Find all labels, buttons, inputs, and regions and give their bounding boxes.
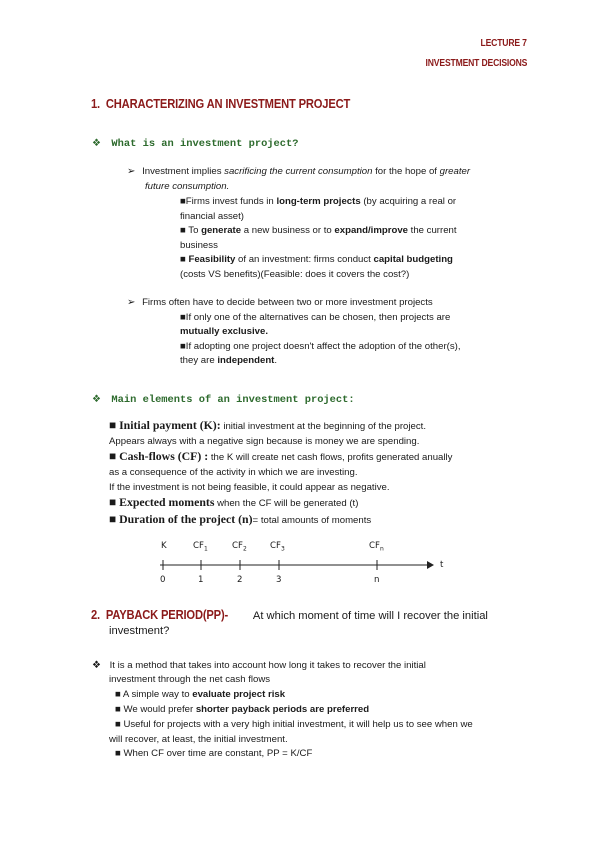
s3-pre: ■ bbox=[180, 254, 189, 265]
sub2-line2: business bbox=[180, 240, 218, 251]
pp-intro-line2: investment through the net cash flows bbox=[109, 674, 271, 685]
tl-top-3: $CF_3$ bbox=[270, 541, 285, 553]
e2-label: ■ Cash-flows (CF) : bbox=[109, 449, 209, 463]
e1-label: ■ Initial payment (K): bbox=[109, 418, 221, 432]
sub1-line1 bbox=[180, 196, 456, 208]
tl-bottom-n: n bbox=[374, 575, 380, 585]
e2-line3: If the investment is not being feasible, it could appear as negative. bbox=[109, 482, 390, 493]
s2b-pre: they are bbox=[180, 355, 218, 366]
element-duration bbox=[109, 513, 371, 527]
tl-bottom-3: 3 bbox=[276, 575, 282, 585]
b1-line2: future consumption. bbox=[145, 181, 230, 192]
tl-top-2: $CF_2$ bbox=[232, 541, 247, 553]
sub2-line1 bbox=[180, 225, 457, 237]
b2-sub2-line2 bbox=[180, 355, 277, 367]
e1-text: initial investment at the beginning of the project. bbox=[220, 421, 426, 432]
e3-label: ■ Expected moments bbox=[109, 495, 215, 509]
e2-line2: as a consequence of the activity in which we are investing. bbox=[109, 467, 358, 478]
sub1-line2: financial asset) bbox=[180, 211, 244, 222]
lecture-label: LECTURE 7 bbox=[480, 38, 527, 49]
tl-bottom-0: 0 bbox=[160, 575, 166, 585]
element-initial-payment bbox=[109, 419, 426, 433]
e4-label: ■ Duration of the project (n) bbox=[109, 512, 253, 526]
s3-b1: Feasibility bbox=[188, 254, 236, 265]
independent: independent bbox=[217, 355, 275, 366]
b2-sub2: ■If adopting one project doesn't affect the adoption of the other(s), bbox=[180, 341, 461, 352]
diamond-bullet-icon: ❖ bbox=[92, 394, 101, 405]
diamond-bullet-icon: ❖ bbox=[92, 660, 101, 671]
b1-mid: for the hope of bbox=[372, 166, 440, 177]
pp-point4: ■ When CF over time are constant, PP = K/CF bbox=[115, 748, 313, 759]
section1-title bbox=[91, 96, 350, 111]
e2-text: the K will create net cash flows, profits generated anually bbox=[208, 452, 453, 463]
pp-intro-text: It is a method that takes into account how long it takes to recover the initial bbox=[109, 660, 426, 671]
question1-text: What is an investment project? bbox=[111, 138, 299, 150]
section2-number-title: 2. PAYBACK PERIOD(PP)- bbox=[91, 607, 229, 622]
e1-line2: Appears always with a negative sign because is money we are spending. bbox=[109, 436, 420, 447]
evaluate-project-risk: evaluate project risk bbox=[192, 689, 286, 700]
diamond-bullet-icon: ❖ bbox=[92, 138, 101, 149]
mutually-exclusive: mutually exclusive. bbox=[180, 326, 268, 337]
s1-post: (by acquiring a real or bbox=[360, 196, 457, 207]
bullet1-line2 bbox=[145, 181, 229, 193]
b1-pre: Investment implies bbox=[142, 166, 225, 177]
timeline-axis bbox=[155, 557, 435, 573]
s3-b2: capital budgeting bbox=[373, 254, 453, 265]
b2-sub1: ■If only one of the alternatives can be chosen, then projects are bbox=[180, 312, 451, 323]
b1-italic1: sacrificing the current consumption bbox=[224, 166, 373, 177]
b2-sub1-bold bbox=[180, 326, 268, 338]
b1-italic2: greater bbox=[439, 166, 471, 177]
tl-axis-label: t bbox=[440, 560, 444, 570]
pp-point1: ■ A simple way to evaluate project risk bbox=[115, 689, 286, 700]
element-cash-flows bbox=[109, 450, 452, 464]
arrow-bullet-icon: ➢ bbox=[127, 297, 136, 308]
s1-pre: ■Firms invest funds in bbox=[180, 196, 277, 207]
pp-point3-line2: will recover, at least, the initial investment. bbox=[109, 734, 288, 745]
pp-intro bbox=[92, 660, 426, 672]
question1-heading bbox=[92, 133, 298, 151]
sub3-line2: (costs VS benefits)(Feasible: does it covers the cost?) bbox=[180, 269, 410, 280]
shorter-payback: shorter payback periods are preferred bbox=[195, 704, 370, 715]
section2-subtitle: At which moment of time will I recover the initial bbox=[250, 610, 488, 622]
section2-subtitle-line2: investment? bbox=[109, 625, 170, 637]
tl-bottom-2: 2 bbox=[237, 575, 243, 585]
tl-top-n: $CF_n$ bbox=[369, 541, 384, 553]
sub3-line1 bbox=[180, 254, 453, 266]
section2-title-line1 bbox=[91, 606, 488, 624]
tl-top-1: $CF_1$ bbox=[193, 541, 208, 553]
s2-b2: expand/improve bbox=[334, 225, 408, 236]
bullet2-line1 bbox=[127, 297, 433, 309]
element-expected-moments bbox=[109, 496, 358, 510]
s2-b1: generate bbox=[201, 225, 242, 236]
tl-top-0: K bbox=[161, 541, 167, 551]
question2-text: Main elements of an investment project: bbox=[111, 394, 355, 406]
s2b-post: . bbox=[274, 355, 278, 366]
bullet1-line1 bbox=[127, 166, 470, 178]
b2-text: Firms often have to decide between two or more investment projects bbox=[142, 297, 433, 308]
s2-post: the current bbox=[408, 225, 457, 236]
s2-pre: ■ To bbox=[180, 225, 202, 236]
e3-text: when the CF will be generated (t) bbox=[214, 498, 359, 509]
s1-bold: long-term projects bbox=[276, 196, 361, 207]
arrow-bullet-icon: ➢ bbox=[127, 166, 136, 177]
lecture-topic: INVESTMENT DECISIONS bbox=[425, 58, 527, 69]
pp-point3: ■ Useful for projects with a very high initial investment, it will help us to see when we bbox=[115, 719, 473, 730]
pp-point2: ■ We would prefer shorter payback periods are preferred bbox=[115, 704, 370, 715]
section1-number: 1. bbox=[91, 96, 100, 111]
tl-bottom-1: 1 bbox=[198, 575, 204, 585]
e4-text: = total amounts of moments bbox=[252, 515, 372, 526]
s2-mid: a new business or to bbox=[241, 225, 335, 236]
question2-heading bbox=[92, 389, 355, 407]
section1-heading: CHARACTERIZING AN INVESTMENT PROJECT bbox=[105, 96, 351, 111]
s3-mid: of an investment: firms conduct bbox=[235, 254, 374, 265]
